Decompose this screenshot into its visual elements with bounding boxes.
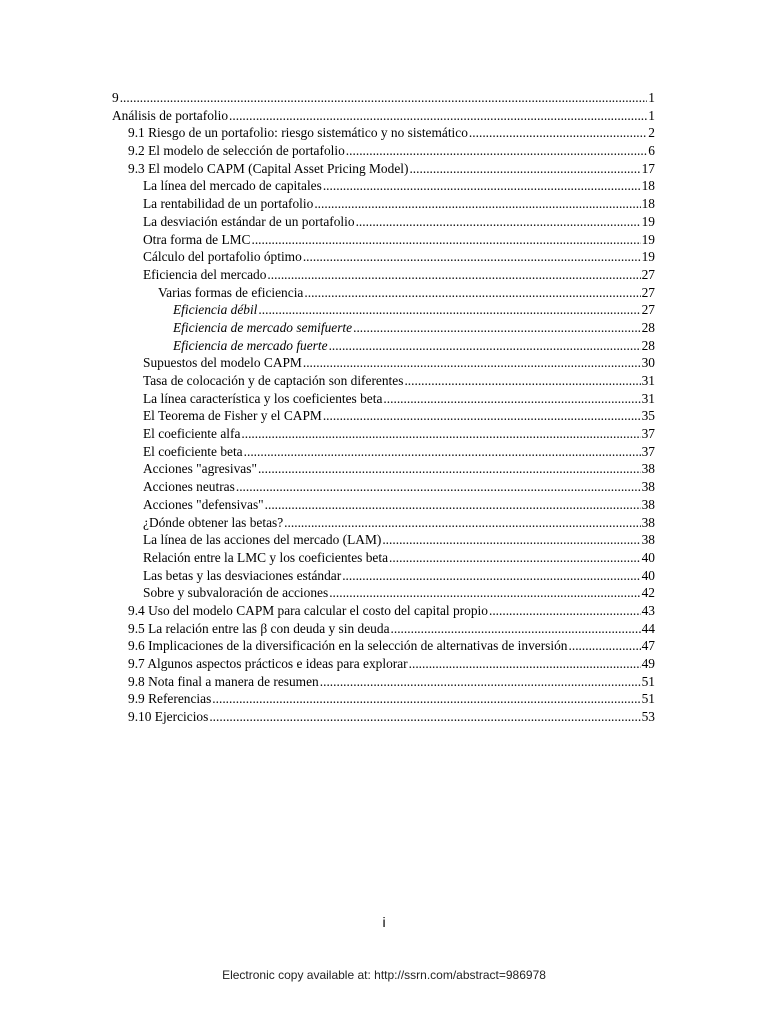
- toc-entry[interactable]: [112, 89, 655, 107]
- toc-entry[interactable]: [112, 673, 655, 691]
- toc-entry-page: 38: [641, 461, 655, 477]
- page-number: i: [382, 914, 386, 930]
- toc-entry[interactable]: [112, 107, 655, 125]
- toc-entry[interactable]: [112, 531, 655, 549]
- dot-leader: [303, 354, 641, 372]
- dot-leader: [303, 248, 641, 266]
- toc-entry[interactable]: [112, 177, 655, 195]
- toc-entry-page: 40: [641, 567, 655, 583]
- toc-entry-page: 1: [648, 107, 655, 123]
- dot-leader: [342, 567, 640, 585]
- toc-entry-page: 38: [641, 514, 655, 530]
- toc-entry[interactable]: [112, 284, 655, 302]
- toc-entry[interactable]: [112, 319, 655, 337]
- toc-entry-title: Sobre y subvaloración de acciones: [143, 585, 329, 601]
- toc-entry-title: Relación entre la LMC y los coeficientes beta: [143, 549, 389, 565]
- toc-entry-title: Acciones "agresivas": [143, 461, 257, 477]
- toc-entry[interactable]: [112, 213, 655, 231]
- dot-leader: [120, 89, 648, 107]
- toc-entry-page: 1: [648, 90, 655, 105]
- toc-entry-title: Acciones neutras: [143, 479, 235, 495]
- dot-leader: [304, 284, 640, 302]
- toc-entry[interactable]: [112, 266, 655, 284]
- toc-entry-page: 18: [641, 196, 655, 212]
- dot-leader: [346, 142, 648, 160]
- dot-leader: [284, 514, 640, 532]
- toc-entry-title: 9.10 Ejercicios: [128, 709, 209, 725]
- toc-entry-title: Análisis de portafolio: [112, 107, 229, 123]
- toc-entry[interactable]: [112, 248, 655, 266]
- toc-entry-title: El coeficiente alfa: [143, 426, 241, 442]
- toc-entry[interactable]: [112, 354, 655, 372]
- dot-leader: [569, 637, 641, 655]
- toc-entry-title: Supuestos del modelo CAPM: [143, 355, 302, 371]
- toc-entry-title: La desviación estándar de un portafolio: [143, 213, 355, 229]
- toc-entry-title: Eficiencia de mercado semifuerte: [173, 319, 353, 335]
- toc-entry-page: 47: [641, 638, 655, 654]
- toc-entry-title: 9.1 Riesgo de un portafolio: riesgo sistemático y no sistemático: [128, 125, 468, 141]
- toc-entry[interactable]: [112, 460, 655, 478]
- toc-entry-title: Cálculo del portafolio óptimo: [143, 249, 302, 265]
- toc-entry-title: 9.7 Algunos aspectos prácticos e ideas para explorar: [128, 656, 408, 671]
- dot-leader: [314, 195, 640, 213]
- toc-entry-page: 49: [641, 656, 655, 671]
- toc-entry-title: 9.4 Uso del modelo CAPM para calcular el costo del capital propio: [128, 602, 488, 618]
- dot-leader: [323, 177, 641, 195]
- toc-entry-title: 9.8 Nota final a manera de resumen: [128, 673, 319, 689]
- toc-entry-page: 27: [641, 284, 655, 300]
- toc-entry-page: 19: [641, 249, 655, 265]
- toc-entry[interactable]: [112, 443, 655, 461]
- toc-entry[interactable]: [112, 390, 655, 408]
- toc-entry-title: Eficiencia del mercado: [143, 266, 267, 282]
- toc-entry-page: 18: [641, 178, 655, 194]
- toc-entry[interactable]: [112, 478, 655, 496]
- dot-leader: [404, 372, 640, 390]
- table-of-contents: [112, 89, 655, 726]
- toc-entry[interactable]: [112, 231, 655, 249]
- toc-entry-title: 9.3 El modelo CAPM (Capital Asset Pricing Model): [128, 160, 409, 176]
- toc-entry[interactable]: [112, 407, 655, 425]
- toc-entry-title: ¿Dónde obtener las betas?: [143, 514, 284, 530]
- toc-entry-title: 9: [112, 90, 119, 105]
- dot-leader: [391, 620, 641, 638]
- toc-entry-page: 38: [641, 532, 655, 548]
- dot-leader: [241, 425, 640, 443]
- toc-entry[interactable]: [112, 337, 655, 355]
- dot-leader: [212, 690, 640, 708]
- toc-entry-page: 40: [641, 549, 655, 565]
- toc-entry-page: 19: [641, 231, 655, 247]
- toc-entry-title: La línea del mercado de capitales: [143, 178, 322, 194]
- dot-leader: [409, 160, 640, 178]
- toc-entry-page: 35: [641, 408, 655, 424]
- toc-entry-title: El Teorema de Fisher y el CAPM: [143, 408, 322, 424]
- toc-entry-page: 6: [648, 143, 655, 159]
- dot-leader: [383, 390, 640, 408]
- toc-entry-page: 53: [641, 709, 655, 725]
- toc-entry-page: 30: [641, 355, 655, 371]
- toc-entry-page: 37: [641, 426, 655, 442]
- toc-entry-title: El coeficiente beta: [143, 443, 243, 459]
- toc-entry[interactable]: [112, 124, 655, 142]
- dot-leader: [320, 673, 641, 691]
- toc-entry-page: 38: [641, 479, 655, 495]
- toc-entry[interactable]: [112, 655, 655, 673]
- dot-leader: [489, 602, 641, 620]
- dot-leader: [265, 496, 641, 514]
- dot-leader: [329, 337, 641, 355]
- toc-entry-title: 9.2 El modelo de selección de portafolio: [128, 143, 345, 159]
- toc-entry[interactable]: [112, 637, 655, 655]
- dot-leader: [251, 231, 640, 249]
- toc-entry[interactable]: [112, 160, 655, 178]
- toc-entry-title: La línea característica y los coeficientes beta: [143, 390, 383, 406]
- toc-entry[interactable]: [112, 567, 655, 585]
- dot-leader: [244, 443, 641, 461]
- toc-entry[interactable]: [112, 372, 655, 390]
- toc-entry-title: 9.6 Implicaciones de la diversificación en la selección de alternativas de inversión: [128, 638, 568, 654]
- toc-entry-title: La rentabilidad de un portafolio: [143, 196, 314, 212]
- dot-leader: [229, 107, 647, 125]
- toc-entry[interactable]: [112, 514, 655, 532]
- toc-entry-page: 42: [641, 585, 655, 601]
- dot-leader: [382, 531, 640, 549]
- toc-entry[interactable]: [112, 549, 655, 567]
- toc-entry-title: 9.9 Referencias: [128, 691, 212, 707]
- dot-leader: [353, 319, 641, 337]
- toc-entry-title: Eficiencia de mercado fuerte: [173, 337, 328, 353]
- toc-entry-title: La línea de las acciones del mercado (LAM): [143, 532, 382, 548]
- electronic-copy-footer: Electronic copy available at: http://ssrn.com/abstract=986978: [222, 968, 546, 982]
- dot-leader: [258, 301, 640, 319]
- toc-entry[interactable]: [112, 301, 655, 319]
- toc-entry[interactable]: [112, 690, 655, 708]
- toc-entry-page: 38: [641, 496, 655, 512]
- dot-leader: [389, 549, 641, 567]
- toc-entry[interactable]: [112, 708, 655, 726]
- toc-entry-page: 51: [641, 691, 655, 707]
- toc-entry-title: Varias formas de eficiencia: [158, 284, 304, 300]
- toc-entry-title: Tasa de colocación y de captación son diferentes: [143, 373, 404, 388]
- toc-entry-page: 27: [641, 302, 655, 318]
- toc-entry[interactable]: [112, 496, 655, 514]
- toc-entry-page: 27: [641, 266, 655, 282]
- toc-entry-page: 28: [641, 337, 655, 353]
- toc-entry-page: 19: [641, 213, 655, 229]
- toc-entry-page: 2: [648, 125, 655, 141]
- toc-entry-page: 31: [641, 373, 655, 388]
- dot-leader: [236, 478, 641, 496]
- toc-entry-title: 9.5 La relación entre las β con deuda y sin deuda: [128, 620, 390, 636]
- toc-entry[interactable]: [112, 620, 655, 638]
- toc-entry[interactable]: [112, 425, 655, 443]
- toc-entry-page: 51: [641, 673, 655, 689]
- toc-entry-title: Acciones "defensivas": [143, 496, 264, 512]
- dot-leader: [323, 407, 641, 425]
- toc-entry-page: 31: [641, 390, 655, 406]
- toc-entry-page: 44: [641, 620, 655, 636]
- dot-leader: [409, 655, 641, 673]
- toc-entry-page: 43: [641, 602, 655, 618]
- dot-leader: [258, 460, 641, 478]
- toc-entry[interactable]: [112, 195, 655, 213]
- dot-leader: [469, 124, 647, 142]
- toc-entry-title: Las betas y las desviaciones estándar: [143, 567, 342, 583]
- toc-entry[interactable]: [112, 142, 655, 160]
- dot-leader: [356, 213, 641, 231]
- toc-entry-page: 28: [641, 319, 655, 335]
- dot-leader: [267, 266, 640, 284]
- toc-entry[interactable]: [112, 602, 655, 620]
- dot-leader: [209, 708, 640, 726]
- toc-entry-title: Otra forma de LMC: [143, 231, 251, 247]
- toc-entry-title: Eficiencia débil: [173, 302, 258, 318]
- toc-entry[interactable]: [112, 584, 655, 602]
- toc-entry-page: 37: [641, 443, 655, 459]
- dot-leader: [329, 584, 640, 602]
- toc-entry-page: 17: [641, 160, 655, 176]
